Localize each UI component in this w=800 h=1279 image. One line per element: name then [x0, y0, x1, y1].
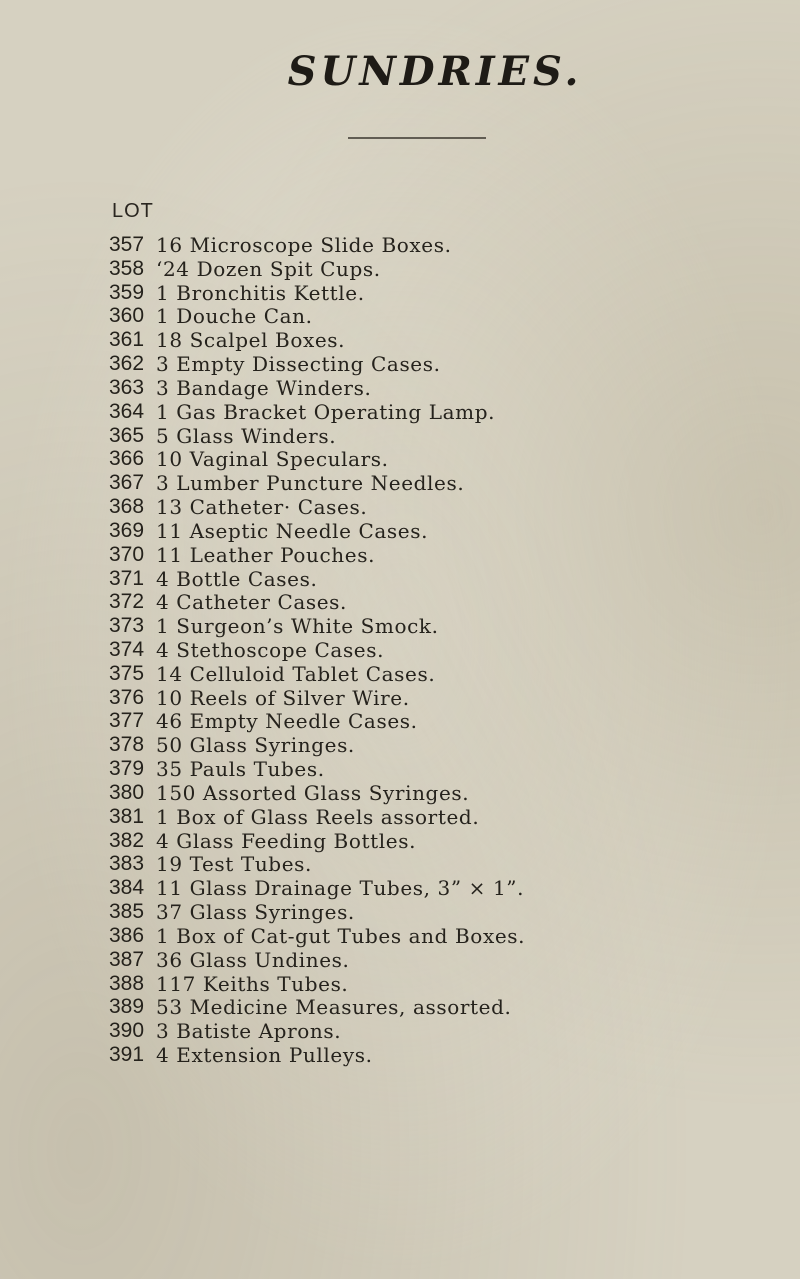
lot-number: 388 — [109, 971, 145, 995]
lot-row — [109, 519, 525, 543]
lot-row — [109, 471, 525, 495]
lot-number: 377 — [109, 709, 145, 733]
lot-number: 380 — [109, 780, 145, 804]
lot-row — [109, 733, 525, 757]
lot-number: 383 — [109, 852, 145, 876]
lot-number: 375 — [109, 661, 145, 685]
lot-description: 1 Surgeon’s White Smock. — [156, 614, 439, 639]
lot-description: 14 Celluloid Tablet Cases. — [156, 661, 436, 686]
lot-description: 117 Keiths Tubes. — [156, 971, 349, 996]
lot-description: 4 Stethoscope Cases. — [156, 638, 385, 662]
lot-description: 13 Catheter· Cases. — [156, 495, 368, 520]
lot-number: 368 — [109, 495, 145, 519]
lot-row — [109, 543, 525, 567]
lot-number: 385 — [109, 900, 145, 924]
lot-description: 50 Glass Syringes. — [156, 733, 355, 758]
lot-description: 4 Bottle Cases. — [156, 566, 318, 591]
lot-description: 1 Douche Can. — [156, 304, 313, 329]
lot-number: 381 — [109, 804, 145, 828]
lot-description: 11 Glass Drainage Tubes, 3” × 1”. — [156, 876, 525, 901]
lot-description: 1 Box of Cat-gut Tubes and Boxes. — [156, 923, 526, 948]
lot-description: 53 Medicine Measures, assorted. — [156, 995, 512, 1020]
lot-description: 3 Lumber Puncture Needles. — [156, 471, 465, 496]
lot-row — [109, 567, 525, 591]
lot-description: 10 Vaginal Speculars. — [156, 447, 389, 472]
lot-row — [109, 424, 525, 448]
lot-row — [109, 495, 525, 519]
lot-number: 376 — [109, 685, 145, 709]
lot-number: 367 — [109, 471, 145, 495]
lot-description: 46 Empty Needle Cases. — [156, 709, 418, 734]
lot-number: 382 — [109, 828, 145, 852]
lot-row — [109, 1043, 525, 1067]
lot-number: 387 — [109, 947, 145, 971]
lot-description: 3 Batiste Aprons. — [156, 1019, 342, 1044]
lot-description: 4 Glass Feeding Bottles. — [156, 828, 417, 853]
lot-description: 3 Bandage Winders. — [156, 375, 372, 400]
lot-row — [109, 924, 525, 948]
lot-number: 373 — [109, 614, 145, 638]
lot-row — [109, 662, 525, 686]
lot-row — [109, 638, 525, 662]
lot-row — [109, 447, 525, 471]
lot-number: 372 — [109, 590, 145, 614]
lot-description: 16 Microscope Slide Boxes. — [156, 232, 452, 257]
lot-description: 19 Test Tubes. — [156, 852, 312, 877]
lot-description: 37 Glass Syringes. — [156, 900, 355, 925]
lot-row — [109, 352, 525, 376]
lot-row — [109, 972, 525, 996]
lot-description: 11 Leather Pouches. — [156, 542, 376, 567]
lot-row — [109, 614, 525, 638]
lot-description: 35 Pauls Tubes. — [156, 757, 325, 782]
lot-description: 5 Glass Winders. — [156, 423, 337, 448]
lot-number: 361 — [109, 328, 145, 352]
lot-number: 391 — [109, 1043, 145, 1067]
lot-number: 365 — [109, 423, 145, 447]
lot-row — [109, 233, 525, 257]
lot-column-header: LOT — [112, 200, 154, 222]
title-underline — [348, 137, 486, 139]
lot-number: 370 — [109, 542, 145, 566]
lot-row — [109, 710, 525, 734]
lot-description: 4 Extension Pulleys. — [156, 1043, 373, 1068]
lot-number: 359 — [109, 280, 145, 304]
lot-row — [109, 1019, 525, 1043]
lot-description: 18 Scalpel Boxes. — [156, 328, 346, 353]
lot-row — [109, 757, 525, 781]
lot-row — [109, 829, 525, 853]
lot-row — [109, 996, 525, 1020]
lot-number: 363 — [109, 375, 145, 399]
page-title: SUNDRIES. — [287, 48, 583, 95]
lot-number: 390 — [109, 1019, 145, 1043]
lot-row — [109, 257, 525, 281]
lot-row — [109, 281, 525, 305]
lot-number: 362 — [109, 352, 145, 376]
lot-number: 386 — [109, 923, 145, 947]
lot-row — [109, 328, 525, 352]
lot-number: 371 — [109, 566, 145, 590]
lot-number: 360 — [109, 304, 145, 328]
lot-description: 3 Empty Dissecting Cases. — [156, 352, 441, 377]
lot-description: 1 Bronchitis Kettle. — [156, 280, 365, 305]
lot-number: 384 — [109, 876, 145, 900]
lot-row — [109, 686, 525, 710]
lot-number: 358 — [109, 256, 145, 280]
lot-row — [109, 948, 525, 972]
lot-row — [109, 781, 525, 805]
lot-list — [109, 233, 525, 1067]
lot-row — [109, 876, 525, 900]
lot-description: 11 Aseptic Needle Cases. — [156, 518, 429, 543]
lot-number: 369 — [109, 518, 145, 542]
lot-row — [109, 590, 525, 614]
lot-description: 10 Reels of Silver Wire. — [156, 685, 410, 710]
lot-description: ‘24 Dozen Spit Cups. — [156, 256, 381, 281]
lot-number: 379 — [109, 757, 145, 781]
lot-row — [109, 900, 525, 924]
lot-row — [109, 376, 525, 400]
lot-number: 366 — [109, 447, 145, 471]
lot-number: 357 — [109, 232, 145, 256]
lot-row — [109, 304, 525, 328]
lot-row — [109, 400, 525, 424]
lot-description: 36 Glass Undines. — [156, 947, 350, 972]
lot-description: 150 Assorted Glass Syringes. — [156, 780, 470, 805]
lot-description: 1 Gas Bracket Operating Lamp. — [156, 399, 496, 424]
lot-number: 374 — [109, 638, 145, 661]
lot-description: 1 Box of Glass Reels assorted. — [156, 804, 480, 829]
lot-number: 378 — [109, 733, 145, 757]
lot-row — [109, 805, 525, 829]
lot-row — [109, 853, 525, 877]
lot-description: 4 Catheter Cases. — [156, 590, 348, 615]
lot-number: 364 — [109, 399, 145, 423]
lot-number: 389 — [109, 995, 145, 1019]
